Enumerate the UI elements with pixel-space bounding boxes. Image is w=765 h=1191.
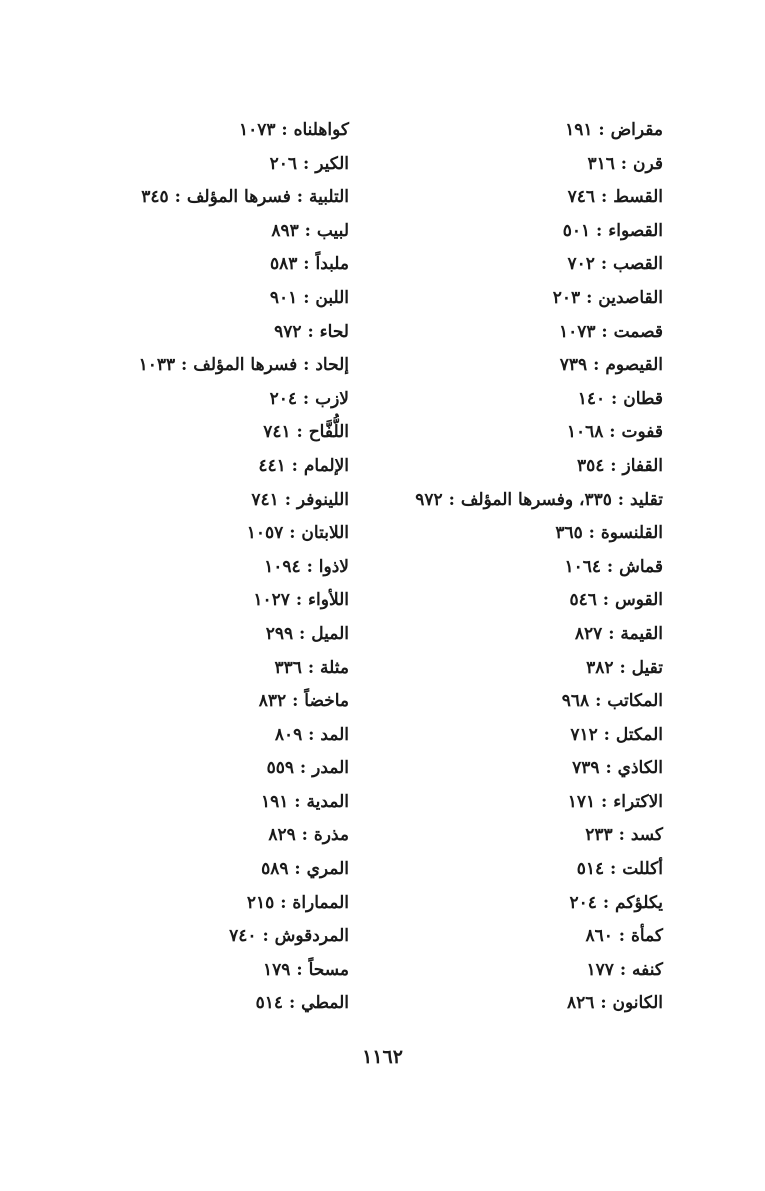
index-entry: كسد : ٢٣٣ xyxy=(585,825,663,846)
index-entry: قفوت : ١٠٦٨ xyxy=(566,422,663,443)
index-entry: مذرة : ٨٢٩ xyxy=(268,825,349,846)
index-entry: مقراض : ١٩١ xyxy=(565,120,663,140)
index-entry: قصمت : ١٠٧٣ xyxy=(558,321,663,342)
index-entry: أكللت : ٥١٤ xyxy=(576,859,663,880)
index-entry: المدر : ٥٥٩ xyxy=(266,758,349,779)
index-entry: المكاتب : ٩٦٨ xyxy=(561,691,663,712)
index-entry: قماش : ١٠٦٤ xyxy=(564,556,663,577)
index-entry: يكلؤكم : ٢٠٤ xyxy=(569,892,663,913)
index-entry: القوس : ٥٤٦ xyxy=(569,590,663,611)
index-entry: القسط : ٧٤٦ xyxy=(567,187,663,208)
index-entry: تقليد : ٣٣٥، وفسرها المؤلف : ٩٧٢ xyxy=(415,489,663,510)
index-entry: كواهلناه : ١٠٧٣ xyxy=(238,120,349,140)
index-entry: الميل : ٢٩٩ xyxy=(265,623,349,644)
index-entry: ملبداً : ٥٨٣ xyxy=(269,254,349,275)
index-column-right xyxy=(373,114,663,1021)
index-entry: المدية : ١٩١ xyxy=(260,791,349,812)
index-entry: القفاز : ٣٥٤ xyxy=(576,455,663,476)
index-entry: تقيل : ٣٨٢ xyxy=(586,657,663,678)
index-entry: قرن : ٣١٦ xyxy=(587,153,663,174)
index-entry: المري : ٥٨٩ xyxy=(261,859,349,880)
index-entry: الكاذي : ٧٣٩ xyxy=(572,758,663,779)
index-entry: اللبن : ٩٠١ xyxy=(269,287,349,308)
index-column-left xyxy=(109,114,349,1021)
index-entry: الكير : ٢٠٦ xyxy=(269,153,349,174)
index-entry: المطي : ٥١٤ xyxy=(255,993,349,1014)
index-entry: ماخضاً : ٨٣٢ xyxy=(258,691,349,712)
page-number: ١١٦٢ xyxy=(362,1046,403,1068)
index-entry: المكتل : ٧١٢ xyxy=(570,724,663,745)
index-entry: القيصوم : ٧٣٩ xyxy=(559,355,663,376)
index-entry: مسحاً : ١٧٩ xyxy=(263,959,349,980)
index-entry: المماراة : ٢١٥ xyxy=(246,892,349,913)
index-entry: القصب : ٧٠٢ xyxy=(567,254,663,275)
index-entry: التلبية : فسرها المؤلف : ٣٤٥ xyxy=(141,187,349,208)
index-entry: القاصدين : ٢٠٣ xyxy=(552,287,663,308)
index-entry: لازب : ٢٠٤ xyxy=(269,388,349,409)
index-entry: اللُّفَّاح : ٧٤١ xyxy=(263,422,349,443)
index-entry: القلنسوة : ٣٦٥ xyxy=(555,523,663,544)
index-entry: لحاء : ٩٧٢ xyxy=(274,321,349,342)
index-entry: الإلمام : ٤٤١ xyxy=(258,455,349,476)
index-entry: لبيب : ٨٩٣ xyxy=(271,220,349,241)
index-entry: كمأة : ٨٦٠ xyxy=(585,926,663,947)
index-entry: القصواء : ٥٠١ xyxy=(562,220,663,241)
index-entry: كنفه : ١٧٧ xyxy=(586,959,663,980)
index-entry: قطان : ١٤٠ xyxy=(577,388,663,409)
index-entry: لاذوا : ١٠٩٤ xyxy=(264,556,349,577)
index-entry: المد : ٨٠٩ xyxy=(274,724,349,745)
index-entry: مثلة : ٣٣٦ xyxy=(274,657,349,678)
index-entry: الاكتراء : ١٧١ xyxy=(567,791,663,812)
index-entry: اللينوفر : ٧٤١ xyxy=(251,489,349,510)
index-entry: القيمة : ٨٢٧ xyxy=(574,623,663,644)
index-entry: الكانون : ٨٢٦ xyxy=(567,993,663,1014)
index-entry: اللأواء : ١٠٢٧ xyxy=(253,590,349,611)
index-entry: اللابتان : ١٠٥٧ xyxy=(246,523,349,544)
index-entry: إلحاد : فسرها المؤلف : ١٠٣٣ xyxy=(138,355,349,376)
index-entry: المردقوش : ٧٤٠ xyxy=(229,926,349,947)
